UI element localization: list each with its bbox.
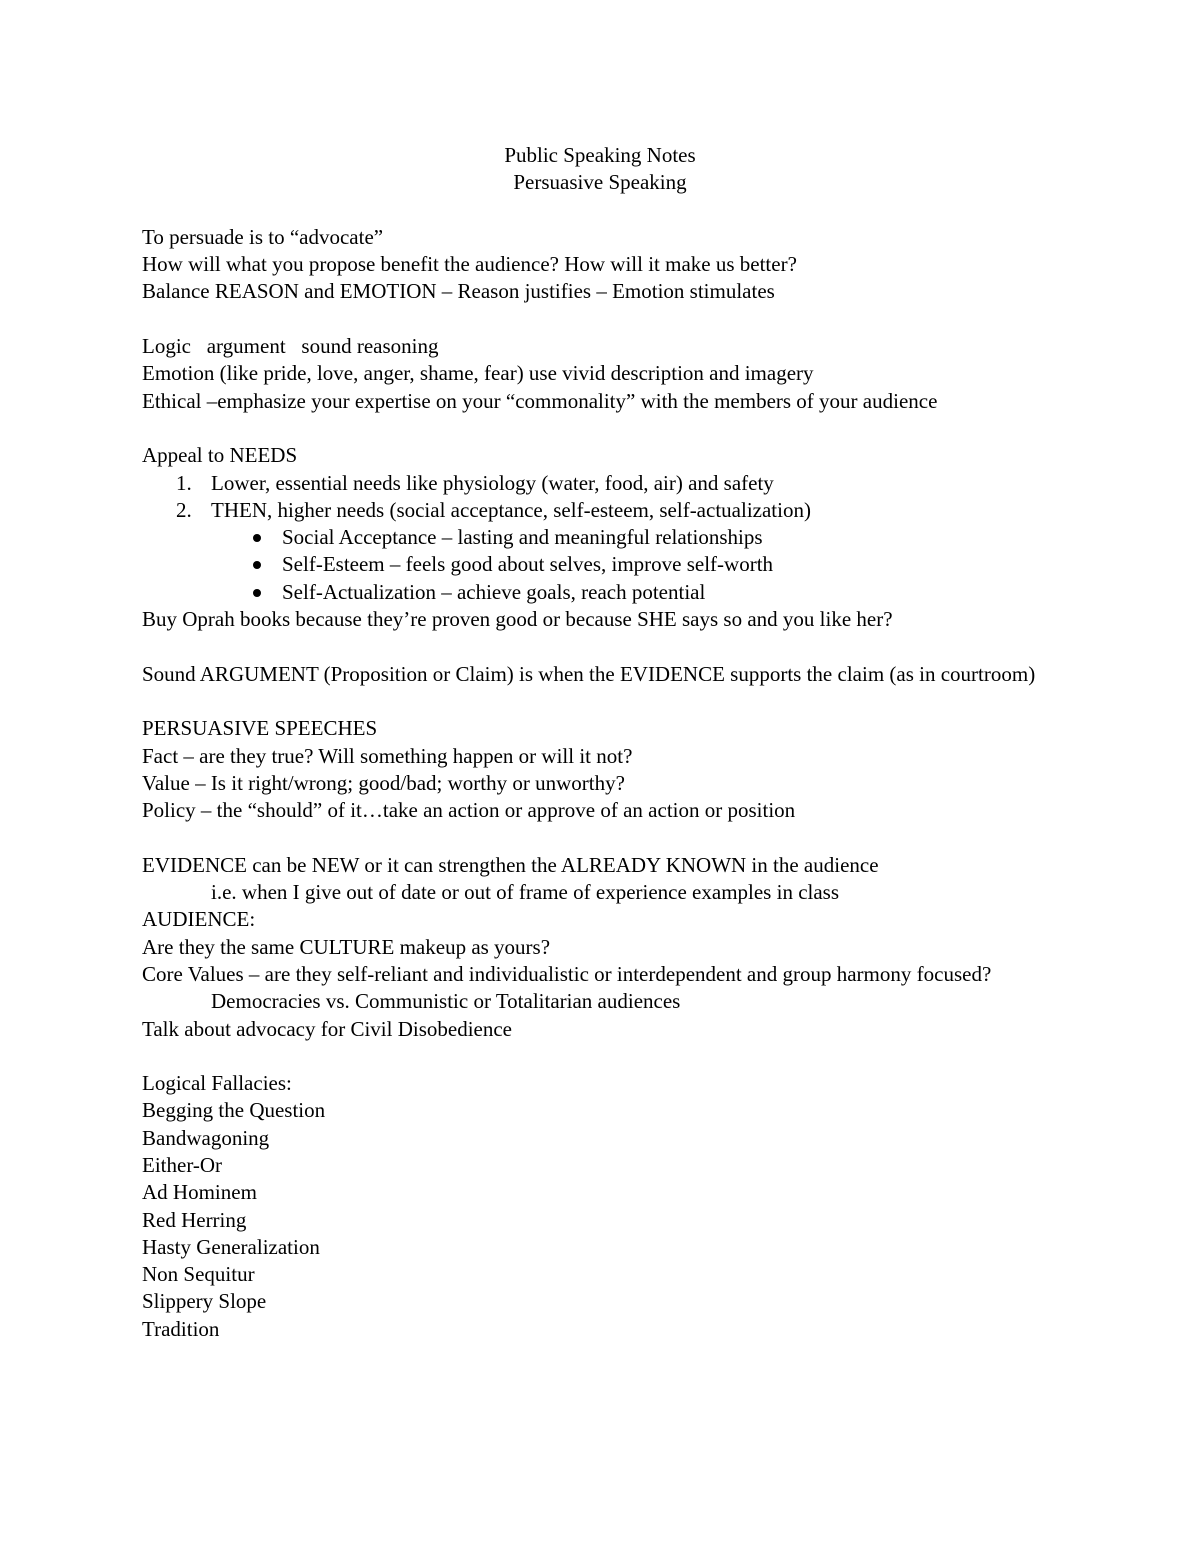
- list-item: [142, 470, 1062, 497]
- intro-line: Balance REASON and EMOTION – Reason justifies – Emotion stimulates: [142, 279, 775, 304]
- spacer: [142, 688, 1062, 715]
- appeal-line: Ethical –emphasize your expertise on your “commonality” with the members of your audience: [142, 388, 938, 413]
- bullet-icon: [253, 561, 261, 569]
- speeches-heading: PERSUASIVE SPEECHES: [142, 716, 378, 741]
- list-item: [142, 551, 1062, 578]
- spacer: [142, 415, 1062, 442]
- needs-heading: Appeal to NEEDS: [142, 443, 298, 468]
- document-title: Public Speaking Notes: [504, 143, 696, 167]
- civil-disobedience-line: Talk about advocacy for Civil Disobedience: [142, 1016, 512, 1041]
- intro-line: How will what you propose benefit the audience? How will it make us better?: [142, 252, 797, 277]
- bullet-icon: [253, 589, 261, 597]
- evidence-line: EVIDENCE can be NEW or it can strengthen the ALREADY KNOWN in the audience: [142, 852, 879, 877]
- speeches-section: [142, 715, 1062, 824]
- core-values-paragraph: Core Values – are they self-reliant and individualistic or interdependent and group harmony focused?: [142, 961, 992, 986]
- appeal-line: Emotion (like pride, love, anger, shame, fear) use vivid description and imagery: [142, 361, 814, 386]
- intro-line: To persuade is to “advocate”: [142, 224, 384, 249]
- document-subtitle: Persuasive Speaking: [513, 170, 687, 195]
- needs-numbered-list: [142, 470, 1062, 525]
- fallacy-item: Tradition: [142, 1316, 220, 1341]
- needs-bullet-list: [142, 524, 1062, 606]
- fallacies-section: [142, 1070, 1062, 1343]
- fallacy-item: Begging the Question: [142, 1098, 326, 1123]
- argument-paragraph: Sound ARGUMENT (Proposition or Claim) is when the EVIDENCE supports the claim (as in courtroom): [142, 661, 1036, 686]
- fallacy-item: Red Herring: [142, 1207, 247, 1232]
- list-item: [142, 497, 1062, 524]
- appeals-section: [142, 333, 1062, 415]
- spacer: [142, 633, 1062, 660]
- fallacies-heading: Logical Fallacies:: [142, 1071, 292, 1096]
- list-item-text: Lower, essential needs like physiology (water, food, air) and safety: [211, 470, 774, 495]
- document-body: [142, 142, 1062, 1343]
- spacer: [142, 306, 1062, 333]
- list-item: [142, 524, 1062, 551]
- fallacy-item: Either-Or: [142, 1152, 223, 1177]
- needs-section: [142, 442, 1062, 633]
- appeal-line: Logic argument sound reasoning: [142, 334, 439, 359]
- list-item-text: Self-Esteem – feels good about selves, improve self-worth: [282, 552, 774, 577]
- democracies-line: Democracies vs. Communistic or Totalitarian audiences: [211, 989, 681, 1014]
- spacer: [142, 824, 1062, 851]
- speech-type-line: Policy – the “should” of it…take an action or approve of an action or position: [142, 798, 796, 823]
- evidence-audience-section: [142, 852, 1062, 1043]
- spacer: [142, 197, 1062, 224]
- list-item-text: THEN, higher needs (social acceptance, self-esteem, self-actualization): [211, 497, 811, 522]
- spacer: [142, 1043, 1062, 1070]
- bullet-icon: [253, 534, 261, 542]
- speech-type-line: Value – Is it right/wrong; good/bad; worthy or unworthy?: [142, 770, 625, 795]
- list-item-text: Social Acceptance – lasting and meaningful relationships: [282, 525, 763, 550]
- fallacy-item: Slippery Slope: [142, 1289, 267, 1314]
- fallacy-item: Hasty Generalization: [142, 1234, 320, 1259]
- speech-type-line: Fact – are they true? Will something happen or will it not?: [142, 743, 633, 768]
- culture-line: Are they the same CULTURE makeup as yours?: [142, 934, 551, 959]
- list-item-text: Self-Actualization – achieve goals, reach potential: [282, 579, 706, 604]
- fallacy-item: Non Sequitur: [142, 1262, 255, 1287]
- audience-heading: AUDIENCE:: [142, 907, 256, 932]
- list-number: 2.: [176, 497, 192, 522]
- list-number: 1.: [176, 470, 192, 495]
- intro-section: [142, 224, 1062, 306]
- oprah-line: Buy Oprah books because they’re proven good or because SHE says so and you like her?: [142, 607, 893, 632]
- fallacy-item: Ad Hominem: [142, 1180, 257, 1205]
- list-item: [142, 579, 1062, 606]
- evidence-example: i.e. when I give out of date or out of frame of experience examples in class: [211, 880, 840, 905]
- fallacy-item: Bandwagoning: [142, 1125, 270, 1150]
